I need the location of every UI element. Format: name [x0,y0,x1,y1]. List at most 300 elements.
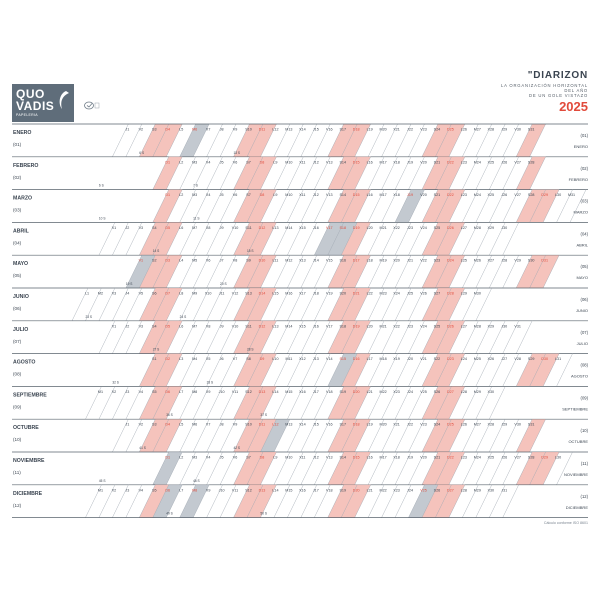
day-label: M15 [285,389,293,394]
day-label: D17 [352,258,360,263]
day-label: S22 [433,357,441,362]
day-label: M14 [285,324,293,329]
day-label: J29 [501,422,508,427]
tagline-line-3: DE UN GOLE VISTAZO [529,93,588,98]
day-label: V8 [232,258,238,263]
day-label: S28 [527,193,535,198]
week-number: 11 S [193,216,200,221]
day-label: M8 [192,389,198,394]
month-name-right: NOVIEMBRE [563,472,588,477]
day-label: S1 [152,357,157,362]
day-label: V7 [232,357,238,362]
day-label: L6 [179,225,184,230]
day-label: V22 [420,258,427,263]
product-name: DIARIZON [533,70,588,81]
day-label: M24 [473,193,481,198]
day-label: S24 [433,422,441,427]
day-label: S10 [245,127,252,132]
day-label: L14 [272,389,279,394]
day-label: S21 [433,160,441,165]
day-label: J9 [219,324,224,329]
day-label: L2 [179,455,184,460]
week-number: 50 S [260,511,267,516]
day-label: D15 [352,160,360,165]
week-number: 23 S [85,314,93,319]
day-label: J1 [125,422,130,427]
day-label: D26 [447,225,454,230]
day-label: V16 [325,422,333,427]
day-label: S9 [246,258,251,263]
day-label: X8 [205,324,211,329]
week-number: 37 S [260,413,267,418]
day-label: L5 [179,127,184,132]
day-label: S31 [527,127,535,132]
day-label: J24 [407,389,414,394]
day-label: S19 [339,389,347,394]
day-label: S14 [339,160,347,165]
day-label: X21 [393,422,400,427]
day-label: M19 [379,258,387,263]
day-label: V24 [420,324,427,329]
day-label: S18 [339,324,347,329]
month-number: (12) [13,502,22,508]
day-label: L2 [179,160,184,165]
day-label: S26 [433,389,441,394]
day-label: V10 [231,225,239,230]
month-number-right: (11) [580,461,588,466]
day-label: X4 [205,455,211,460]
month-number: (03) [13,207,22,213]
day-label: X2 [111,488,117,493]
day-label: J3 [125,488,130,493]
day-label: M28 [473,225,481,230]
day-label: J26 [501,160,508,165]
day-label: J19 [407,455,414,460]
day-label: S27 [433,291,441,296]
day-label: X30 [487,488,495,493]
day-label: X9 [205,488,211,493]
day-label: J27 [501,357,508,362]
day-label: X22 [393,324,400,329]
day-label: X6 [205,258,211,263]
day-label: D5 [165,324,171,329]
day-label: L21 [366,488,373,493]
day-label: V30 [514,127,521,132]
month-name: ABRIL [13,228,29,235]
day-label: S13 [245,291,252,296]
day-label: L7 [179,488,184,493]
day-label: D2 [165,357,171,362]
day-label: J19 [407,193,414,198]
day-label: L11 [272,258,279,263]
day-label: D18 [352,422,360,427]
day-label: X21 [393,127,400,132]
month-number-right: (09) [580,395,588,401]
day-label: J28 [501,258,508,263]
day-label: J20 [407,357,414,362]
month-name-right: SEPTIEMBRE [562,406,588,412]
month-number: (09) [13,404,22,410]
day-label: D9 [259,357,265,362]
day-label: X15 [299,225,306,230]
day-label: X7 [205,422,211,427]
week-number: 27 S [152,347,160,352]
day-label: V11 [231,389,239,394]
month-name: ENERO [13,130,32,136]
day-label: X22 [393,225,400,230]
day-label: X18 [393,193,400,198]
logo-tagline: PAPELERIA [16,113,38,117]
day-label: D22 [447,193,454,198]
day-label: J1 [125,127,130,132]
month-name-right: JUNIO [576,308,588,313]
day-label: X14 [299,422,306,427]
week-number: 46 S [193,478,200,483]
day-label: S6 [152,291,157,296]
day-label: J21 [407,258,414,263]
day-label: X16 [299,488,306,493]
day-label: M13 [285,127,293,132]
week-number: 7 S [193,183,198,188]
day-label: L5 [179,422,184,427]
day-label: M31 [567,193,576,198]
day-label: V3 [138,324,144,329]
month-number-right: (04) [580,231,588,237]
day-label: J10 [218,389,225,394]
day-label: S4 [152,225,157,230]
day-label: D15 [352,455,360,460]
day-label: D18 [352,127,360,132]
day-label: J2 [125,225,130,230]
day-label: V27 [514,193,521,198]
week-number: 13 S [233,150,241,155]
day-label: D27 [447,389,454,394]
day-label: V2 [138,127,144,132]
day-label: J4 [125,291,130,296]
day-label: D11 [258,422,266,427]
day-label: V6 [232,455,238,460]
day-label: J11 [218,291,225,296]
day-label: J5 [219,455,224,460]
month-name: OCTUBRE [13,425,39,432]
day-label: S28 [527,455,535,460]
day-label: D24 [447,258,454,263]
day-label: D3 [165,258,171,263]
day-label: X3 [111,291,117,296]
day-label: X20 [393,258,400,263]
day-label: S5 [152,389,157,394]
day-label: D1 [165,455,171,460]
month-number-right: (12) [580,493,588,499]
week-number: 14 S [152,249,160,254]
day-label: L29 [460,291,467,296]
day-label: V25 [420,389,427,394]
day-label: J12 [312,160,319,165]
day-label: V20 [420,160,427,165]
day-label: X27 [487,258,495,263]
month-name: JUNIO [13,294,29,300]
month-number: (10) [13,437,22,443]
day-label: X10 [204,291,212,296]
day-label: M3 [192,160,198,165]
day-label: L14 [272,488,279,493]
day-label: M3 [192,455,198,460]
day-label: V18 [325,488,333,493]
day-label: L12 [272,127,279,132]
day-label: M1 [97,488,104,493]
day-label: D22 [447,455,454,460]
day-label: X25 [487,160,495,165]
day-label: X8 [205,225,211,230]
day-label: J2 [125,324,130,329]
day-label: V13 [325,455,333,460]
day-label: M10 [285,455,293,460]
day-label: V19 [325,291,333,296]
day-label: D1 [165,160,171,165]
day-label: J15 [312,422,319,427]
week-number: 49 S [166,511,173,516]
month-number: (05) [13,273,22,279]
day-label: X18 [393,160,400,165]
day-label: M26 [473,258,481,263]
day-label: D13 [258,488,266,493]
day-label: L27 [460,225,467,230]
day-label: S17 [339,127,347,132]
day-label: V15 [325,258,333,263]
day-label: V13 [325,193,333,198]
day-label: L9 [273,160,278,165]
day-label: M7 [192,225,198,230]
day-label: L22 [366,291,373,296]
day-label: J22 [407,422,414,427]
day-label: D6 [165,488,171,493]
day-label: M22 [379,488,387,493]
month-number: (08) [13,371,22,377]
day-label: X4 [205,160,211,165]
month-number: (06) [13,306,22,311]
logo-line-2: VADIS [16,99,55,113]
day-label: S29 [527,357,535,362]
week-number: 24 S [179,314,187,319]
day-label: D16 [352,357,360,362]
day-label: M10 [285,193,293,198]
month-name: DICIEMBRE [13,490,43,497]
day-label: L13 [272,324,279,329]
day-label: J5 [219,193,224,198]
day-label: D8 [259,160,265,165]
day-label: V6 [232,193,238,198]
calendar-year: 2025 [559,99,588,114]
day-label: V12 [231,291,239,296]
day-label: J25 [407,291,414,296]
month-number: (01) [13,142,22,147]
day-label: L23 [460,455,467,460]
day-label: V5 [138,291,144,296]
day-label: M16 [285,291,293,296]
day-label: X30 [487,389,495,394]
day-label: L15 [272,291,279,296]
day-label: S2 [152,258,157,263]
day-label: S5 [152,488,157,493]
day-label: S17 [339,422,347,427]
month-name-right: ABRIL [576,242,588,248]
day-label: L31 [555,357,562,362]
day-label: D20 [352,488,360,493]
day-label: V17 [325,324,333,329]
product-title: "DIARIZON [527,70,588,81]
day-label: J7 [219,258,224,263]
week-number: 41 S [139,446,146,450]
tagline-line-2: DEL AÑO [564,88,588,93]
day-label: X25 [487,455,495,460]
week-number: 33 S [206,380,214,385]
day-label: J16 [312,225,319,230]
day-label: J26 [501,455,508,460]
day-label: J8 [219,422,224,427]
day-label: S23 [433,258,441,263]
month-name: JULIO [13,326,29,333]
week-number: 42 S [233,446,241,450]
day-label: L20 [366,324,373,329]
day-label: L9 [273,455,278,460]
day-label: M4 [192,357,198,362]
day-label: L23 [460,160,467,165]
day-label: M17 [379,455,387,460]
day-label: D19 [352,324,360,329]
day-label: M6 [192,422,198,427]
day-label: J30 [501,225,508,230]
day-label: M24 [473,455,481,460]
day-label: M20 [379,422,387,427]
day-label: J8 [219,127,224,132]
day-label: V13 [325,160,333,165]
day-label: L13 [272,225,279,230]
day-label: D5 [165,225,171,230]
day-label: M17 [379,193,387,198]
day-label: V25 [420,488,427,493]
month-number-right: (07) [580,329,588,335]
day-label: S15 [339,357,347,362]
month-name-right: AGOSTO [570,373,588,379]
day-label: V16 [325,127,333,132]
day-label: V9 [232,127,238,132]
day-label: J15 [312,127,319,132]
day-label: X15 [299,324,306,329]
day-label: V28 [514,357,521,362]
day-label: V10 [231,324,239,329]
month-name: MAYO [13,261,29,268]
day-label: M29 [473,389,481,394]
day-label: M24 [473,160,481,165]
day-label: L2 [179,193,184,198]
day-label: S25 [433,324,441,329]
day-label: V20 [420,193,427,198]
day-label: M15 [285,488,293,493]
month-name-right: DICIEMBRE [565,504,588,510]
day-label: S14 [339,193,347,198]
day-label: V20 [420,455,427,460]
day-label: X26 [487,357,495,362]
day-label: D10 [258,258,266,263]
month-number-right: (10) [580,428,588,434]
week-number: 19 S [125,282,133,286]
day-label: L16 [366,193,373,198]
day-label: J23 [407,225,414,230]
day-label: V11 [231,488,239,493]
day-label: X1 [111,324,117,329]
day-label: L10 [272,357,279,362]
day-label: D29 [541,455,549,460]
day-label: X29 [487,324,495,329]
day-label: L1 [84,291,90,296]
day-label: M20 [379,127,387,132]
day-label: L19 [366,422,373,427]
day-label: D21 [352,291,360,296]
day-label: S25 [433,225,441,230]
day-label: S10 [245,422,252,427]
day-label: V6 [232,160,238,165]
day-label: X11 [299,193,306,198]
day-label: V23 [420,127,427,132]
logo-line-1: QUO [16,87,45,101]
day-label: M9 [192,291,198,296]
day-label: X7 [205,127,211,132]
week-number: 6 S [139,150,145,155]
day-label: X28 [487,422,495,427]
month-number: (07) [13,338,22,344]
day-label: D4 [165,422,171,427]
day-label: V30 [514,422,521,427]
day-label: J22 [407,127,414,132]
day-label: L28 [460,488,467,493]
day-label: X9 [205,389,211,394]
day-label: S21 [433,455,441,460]
day-label: X23 [393,488,400,493]
day-label: M21 [379,225,387,230]
day-label: X11 [299,160,306,165]
day-label: D25 [447,127,454,132]
month-number: (11) [13,470,21,475]
day-label: J30 [501,324,508,329]
day-label: S30 [527,258,535,263]
day-label: D11 [258,127,266,132]
day-label: S31 [527,422,535,427]
day-label: J18 [312,291,319,296]
day-label: J24 [407,488,414,493]
day-label: S11 [245,324,252,329]
day-label: D14 [258,291,266,296]
month-number: (02) [13,174,22,180]
day-label: V14 [325,357,333,362]
day-label: V4 [138,488,144,493]
day-label: J17 [312,488,319,493]
day-label: D28 [447,291,454,296]
day-label: D27 [447,488,454,493]
day-label: L16 [366,455,373,460]
month-number-right: (08) [580,362,588,368]
month-name-right: MAYO [576,275,588,281]
day-label: D13 [258,389,266,394]
day-label: J6 [219,357,224,362]
day-label: M13 [285,422,293,427]
day-label: M11 [285,357,293,362]
day-label: M27 [473,422,481,427]
month-name: SEPTIEMBRE [13,392,47,399]
day-label: S24 [433,127,441,132]
day-label: D8 [259,193,265,198]
day-label: D31 [541,258,549,263]
month-number-right: (03) [580,198,588,204]
